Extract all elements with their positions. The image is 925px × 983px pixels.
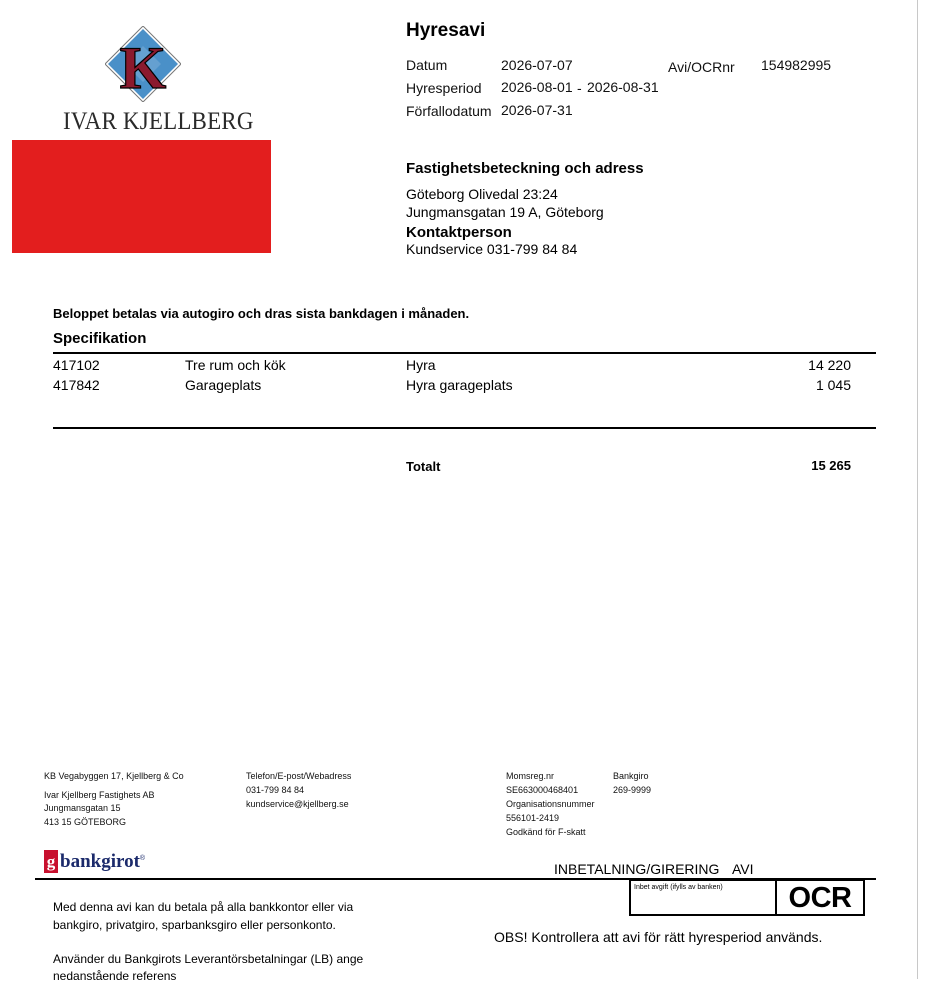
forfallodatum-label: Förfallodatum [406,103,492,119]
property-heading: Fastighetsbeteckning och adress [406,160,644,177]
slip-title: INBETALNING/GIRERING [554,861,720,877]
footer-email: kundservice@kjellberg.se [246,799,349,809]
footer-contact-label: Telefon/E-post/Webadress [246,771,352,781]
contact-value: Kundservice 031-799 84 84 [406,241,578,257]
row-object: Garageplats [185,377,262,393]
company-logo-text: IVAR KJELLBERG [63,108,254,135]
slip-title-suffix: AVI [732,861,754,877]
total-label: Totalt [406,459,441,474]
slip-info-line-3: Använder du Bankgirots Leverantörsbetalningar (LB) ange [53,952,364,966]
hyresperiod-start: 2026-08-01 [501,79,573,95]
footer-fskatt: Godkänd för F-skatt [506,827,586,837]
kjellberg-diamond-logo [105,26,181,102]
bankgirot-logo: g bankgirot® [44,850,145,874]
property-designation: Göteborg Olivedal 23:24 [406,186,558,202]
autogiro-notice: Beloppet betalas via autogiro och dras sista bankdagen i månaden. [53,306,470,321]
row-type: Hyra [406,357,436,373]
slip-info-line-2: bankgiro, privatgiro, sparbanksgiro eller personkonto. [53,918,336,932]
hyresperiod-separator: - [577,80,582,96]
avi-ocr-value: 154982995 [761,57,832,73]
footer-company-legal: Ivar Kjellberg Fastighets AB [44,790,155,800]
row-code: 417102 [53,357,100,373]
footer-phone: 031-799 84 84 [246,785,305,795]
slip-info-line-1: Med denna avi kan du betala på alla bankkontor eller via [53,900,354,914]
datum-value: 2026-07-07 [501,57,573,73]
footer-vat-label: Momsreg.nr [506,771,555,781]
property-address: Jungmansgatan 19 A, Göteborg [406,204,604,220]
row-amount: 14 220 [808,357,851,373]
specification-heading: Specifikation [53,330,147,347]
row-code: 417842 [53,377,100,393]
hyresperiod-end: 2026-08-31 [587,79,659,95]
bankgirot-icon [44,850,60,874]
specification-bottom-rule [53,427,876,429]
contact-heading: Kontaktperson [406,224,512,241]
footer-postal: 413 15 GÖTEBORG [44,817,127,827]
footer-bankgiro-label: Bankgiro [613,771,649,781]
footer-orgnr-label: Organisationsnummer [506,799,595,809]
footer-orgnr: 556101-2419 [506,813,560,823]
specification-top-rule [53,352,876,354]
slip-warning: OBS! Kontrollera att avi för rätt hyresperiod används. [494,929,823,945]
footer-street: Jungmansgatan 15 [44,803,121,813]
bank-fee-box [629,879,777,916]
total-value: 15 265 [811,458,851,473]
avi-ocr-label: Avi/OCRnr [668,59,735,75]
ocr-box: OCR [775,879,865,916]
row-type: Hyra garageplats [406,377,513,393]
forfallodatum-value: 2026-07-31 [501,102,573,118]
logo-letter: K [119,35,167,101]
row-object: Tre rum och kök [185,357,286,373]
hyresperiod-label: Hyresperiod [406,80,482,96]
datum-label: Datum [406,57,448,73]
footer-bankgiro-number: 269-9999 [613,785,652,795]
bankgirot-text: bankgirot [60,851,140,872]
redacted-address-block [12,140,271,253]
footer-vat-number: SE663000468401 [506,785,579,795]
row-amount: 1 045 [815,377,851,393]
document-title: Hyresavi [406,20,486,41]
slip-info-line-4: nedanstående referens [53,969,177,983]
svg-text:g: g [46,852,56,871]
bank-fee-label: Inbet avgift (ifylls av banken) [634,884,723,891]
footer-company-name: KB Vegabyggen 17, Kjellberg & Co [44,771,184,781]
